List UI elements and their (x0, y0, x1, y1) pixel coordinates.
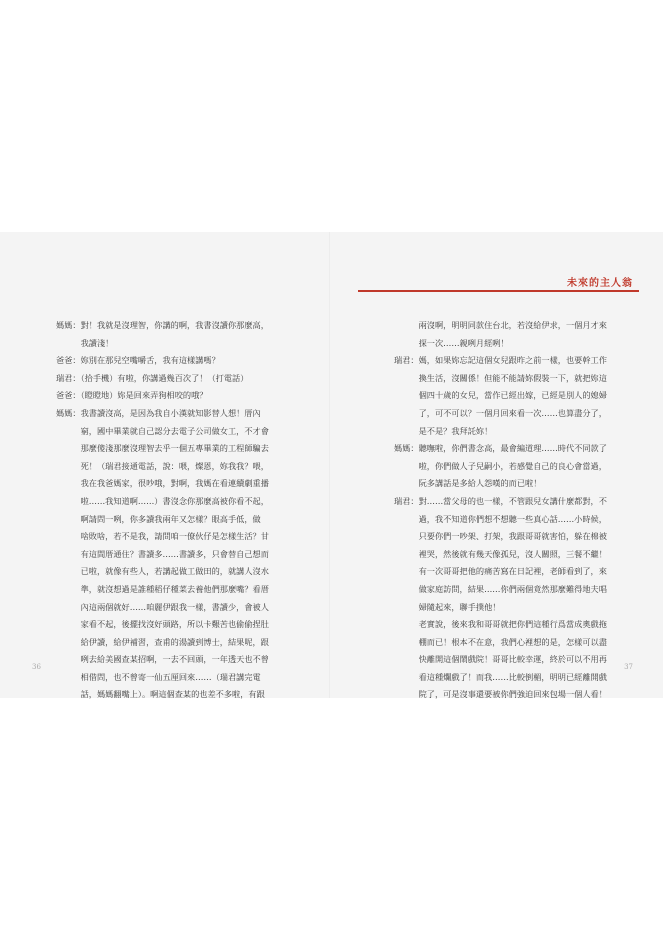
text-line: 爸爸：妳別在那兒空嘴嚼舌，我有這樣講嗎？ (56, 355, 220, 366)
text-line: 我在我爸媽家，很吵哦，對啊，我媽在看連續劇重播 (56, 478, 269, 489)
text-line: 窮，國中畢業就自己認分去電子公司做女工，不才會 (56, 425, 269, 436)
text-line: 看這種爛戲了！而我……比較倒楣，明明已經離開戲 (394, 671, 607, 682)
text-line: 換生活，沒關係！但能不能請妳假裝一下，就把妳這 (394, 372, 607, 383)
text-line: 做家庭訪問，結果……你們兩個竟然那麼難得地夫唱 (394, 583, 607, 594)
text-line: 媽媽：聽嘸啦，你們書念高，最會編道理……時代不同款了 (394, 443, 607, 454)
text-line: 啊請問一咧，你多讀我兩年又怎樣？眼高手低，做 (56, 513, 261, 524)
text-line: 啦，你們做人子兒嗣小，若感覺自己的良心會當過， (394, 460, 607, 471)
text-line: 媽媽：對！我就是沒理智，你講的啊，我書沒讀你那麼高， (56, 320, 269, 330)
text-line: 有這間厝通住？書讀多……書讀多，只會替自己想而 (56, 548, 269, 559)
text-line: 婦隨起來，聯手撲他！ (394, 601, 501, 612)
text-line: 阮多講話是多給人怨嘆的而已啦！ (394, 478, 542, 489)
text-line: 內這兩個就好……咱麗伊跟我一樣，書讀少，會被人 (56, 601, 269, 612)
text-line: 相借問，也不曾寄一仙五厘回來……（瑞君講完電 (56, 671, 261, 682)
text-line: 只要你們一吵架、打架，我跟哥哥就害怕，躲在棉被 (394, 531, 607, 542)
text-line: 快離開這個鬧戲院！哥哥比較幸運，終於可以不用再 (394, 654, 607, 665)
text-line: 兩沒啊，明明同款住台北，若沒給伊求，一個月才來 (394, 320, 607, 330)
text-line: 媽媽：我書讀沒高，是因為我自小漢就知影替人想！厝內 (56, 407, 261, 418)
left-page-text (56, 317, 288, 704)
right-page (332, 232, 663, 698)
text-line: 探一次……親咧月經咧！ (394, 337, 509, 348)
text-line: 瑞君：對……當父母的也一樣，不管跟兒女講什麼都對，不 (394, 495, 607, 506)
text-line: 有一次哥哥把他的痛苦寫在日記裡，老師看到了，來 (394, 566, 607, 577)
text-line: 個四十歲的女兒，當作已經出嫁，已經是別人的媳婦 (394, 390, 607, 401)
text-line: 啦……我知道啊……）書沒念你那麼高被你看不起， (56, 495, 269, 506)
running-head-rule (358, 290, 639, 292)
text-line: 是不是？我拜託妳！ (394, 425, 493, 436)
text-line: 了，可不可以？一個月回來看一次……也算盡分了， (394, 407, 607, 418)
right-page-number: 37 (624, 663, 633, 671)
text-line: 爸爸：（瞪瞪地）妳是回來弄狗相咬的哦？ (56, 390, 208, 401)
text-line: 棚而已！根本不在意，我們心裡想的是，怎樣可以盡 (394, 636, 607, 647)
text-line: 家看不起，後擺找沒好頭路，所以卡艱苦也偷偷捏肚 (56, 619, 269, 630)
text-line: 裡哭，然後就有幾天像孤兒，沒人關照，三餐不繼！ (394, 548, 607, 559)
text-line: 咧去給美國查某招啊，一去不回頭，一年透天也不曾 (56, 654, 269, 665)
text-line: 話，媽媽翻嘴上）。啊這個查某的也差不多啦，有跟 (56, 689, 265, 700)
right-page-text (394, 317, 628, 704)
text-line: 我讀淺！ (56, 337, 114, 348)
text-line: 老實說，後來我和哥哥就把你們這種行爲當成奧戲拖 (394, 619, 607, 630)
left-page (0, 232, 331, 698)
text-line: 準，就沒想過是誰種稻仔種菜去養他們那麼嘴？看厝 (56, 583, 269, 594)
text-line: 瑞君：媽，如果妳忘記這個女兒跟昨之前一樣，也要幹工作 (394, 355, 607, 366)
text-line: 已啦，就像有些人，若講起做工做田的，就講人沒水 (56, 566, 269, 577)
text-line: 啥敗啥，若不是我，請問咱一僚伙仔是怎樣生活？甘 (56, 531, 269, 542)
running-head-title: 未來的主人翁 (567, 278, 633, 289)
text-line: 瑞君：（拾手機）有啦，你講過幾百次了！（打電話） (56, 372, 249, 383)
text-line: 過，我不知道你們想不想聽一些真心話……小時候， (394, 513, 607, 524)
text-line: 那麼傻淺那麼沒理智去乎一個五專畢業的工程師騙去 (56, 443, 269, 454)
book-spread (0, 232, 663, 698)
text-line: 給伊讀，給伊補習，查甫的湯讀到博士，結果呢，跟 (56, 636, 269, 647)
text-line: 院了，可是沒事還要被你們強迫回來包場一個人看！ (394, 689, 607, 700)
text-line: 死！（瑞君接通電話，說：喂，燦恩，妳我我？喂， (56, 460, 269, 471)
left-page-number: 36 (32, 663, 41, 671)
